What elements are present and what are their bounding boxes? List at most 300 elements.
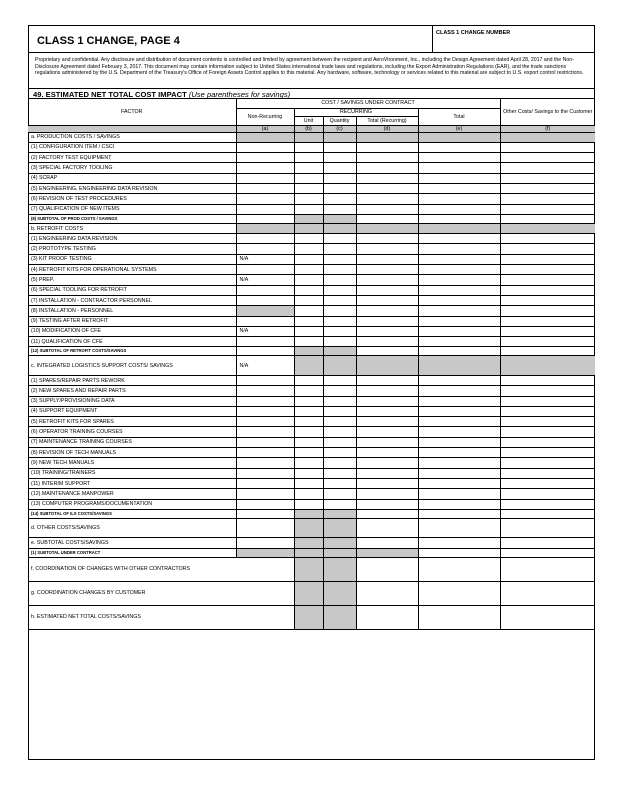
factor-cell [28, 417, 236, 427]
cost-row [28, 458, 595, 468]
value-cell-c[interactable] [323, 275, 356, 285]
value-cell-a[interactable] [236, 337, 294, 347]
value-cell-d[interactable] [356, 489, 418, 499]
value-cell-f[interactable] [500, 386, 595, 396]
value-cell-c[interactable] [323, 153, 356, 163]
value-cell-c[interactable] [323, 427, 356, 437]
value-cell-e[interactable] [418, 173, 500, 183]
value-cell-a[interactable] [236, 244, 294, 254]
factor-label: (1) SUBTOTAL UNDER CONTRACT [31, 549, 101, 555]
value-cell-e[interactable] [418, 499, 500, 509]
value-cell-c[interactable] [323, 295, 356, 305]
value-cell-d[interactable] [356, 386, 418, 396]
value-cell-e[interactable] [418, 244, 500, 254]
value-cell-e[interactable] [418, 234, 500, 244]
value-cell-b[interactable] [294, 386, 323, 396]
value-cell-b[interactable] [294, 417, 323, 427]
value-cell-c[interactable] [323, 214, 356, 223]
value-cell-d[interactable] [356, 132, 418, 142]
value-cell-a[interactable] [236, 132, 294, 142]
value-cell-a[interactable] [236, 458, 294, 468]
value-cell-e[interactable] [418, 153, 500, 163]
value-cell-f[interactable] [500, 548, 595, 557]
value-cell-c[interactable] [323, 386, 356, 396]
value-cell-a[interactable] [236, 204, 294, 214]
value-cell-a[interactable] [236, 499, 294, 509]
value-cell-b[interactable] [294, 347, 323, 356]
column-letter-e: (e) [418, 125, 500, 132]
value-cell-f[interactable] [500, 417, 595, 427]
value-cell-e[interactable] [418, 214, 500, 223]
factor-cell [28, 337, 236, 347]
value-cell-c[interactable] [323, 254, 356, 264]
value-cell-e[interactable] [418, 285, 500, 295]
value-cell-c[interactable] [323, 337, 356, 347]
value-cell-f[interactable] [500, 427, 595, 437]
value-cell-d[interactable] [356, 448, 418, 458]
value-cell-b[interactable] [294, 153, 323, 163]
value-cell-d[interactable] [356, 194, 418, 204]
page-title: CLASS 1 CHANGE, PAGE 4 [37, 35, 180, 47]
factor-cell [28, 489, 236, 499]
value-cell-a[interactable] [236, 142, 294, 152]
value-cell-f[interactable] [500, 396, 595, 406]
value-cell-c[interactable] [323, 234, 356, 244]
value-cell-e[interactable] [418, 581, 500, 605]
value-cell-e[interactable] [418, 518, 500, 538]
value-cell-f[interactable] [500, 509, 595, 518]
factor-label: (8) INSTALLATION - PERSONNEL [31, 307, 114, 314]
value-cell-a[interactable] [236, 356, 294, 376]
value-cell-d[interactable] [356, 295, 418, 305]
value-cell-a[interactable] [236, 448, 294, 458]
value-cell-a[interactable] [236, 173, 294, 183]
value-cell-b[interactable] [294, 375, 323, 385]
value-cell-d[interactable] [356, 204, 418, 214]
value-cell-a[interactable] [236, 437, 294, 447]
value-cell-d[interactable] [356, 347, 418, 356]
value-cell-e[interactable] [418, 337, 500, 347]
value-cell-e[interactable] [418, 356, 500, 376]
value-cell-a[interactable] [236, 538, 294, 548]
value-cell-c[interactable] [323, 396, 356, 406]
value-cell-e[interactable] [418, 468, 500, 478]
value-cell-a[interactable] [236, 375, 294, 385]
value-cell-d[interactable] [356, 478, 418, 488]
value-cell-b[interactable] [294, 427, 323, 437]
value-cell-d[interactable] [356, 306, 418, 316]
value-cell-c[interactable] [323, 509, 356, 518]
factor-label: c. INTEGRATED LOGISTICS SUPPORT COSTS/ SAVINGS [31, 362, 173, 369]
cost-row [28, 478, 595, 488]
section-heading [29, 89, 594, 99]
value-cell-a[interactable] [236, 295, 294, 305]
factor-label: (3) SPECIAL FACTORY TOOLING [31, 165, 113, 172]
value-cell-d[interactable] [356, 375, 418, 385]
value-cell-e[interactable] [418, 204, 500, 214]
factor-label: (14) SUBTOTAL OF ILS COSTS/SAVINGS [31, 510, 112, 516]
value-cell-b[interactable] [294, 538, 323, 548]
value-cell-f[interactable] [500, 153, 595, 163]
value-cell-c[interactable] [323, 538, 356, 548]
column-letter-c: (c) [323, 125, 356, 132]
value-cell-f[interactable] [500, 337, 595, 347]
value-cell-a[interactable] [236, 275, 294, 285]
value-cell-e[interactable] [418, 478, 500, 488]
value-cell-b[interactable] [294, 581, 323, 605]
value-cell-f[interactable] [500, 163, 595, 173]
value-cell-d[interactable] [356, 518, 418, 538]
value-cell-e[interactable] [418, 386, 500, 396]
factor-cell [28, 234, 236, 244]
value-cell-a[interactable] [236, 396, 294, 406]
value-cell-e[interactable] [418, 489, 500, 499]
value-cell-b[interactable] [294, 337, 323, 347]
factor-cell [28, 275, 236, 285]
value-cell-b[interactable] [294, 458, 323, 468]
value-cell-c[interactable] [323, 223, 356, 233]
value-cell-d[interactable] [356, 183, 418, 193]
value-cell-c[interactable] [323, 557, 356, 581]
cost-row [28, 316, 595, 326]
value-cell-b[interactable] [294, 478, 323, 488]
value-cell-f[interactable] [500, 285, 595, 295]
value-cell-e[interactable] [418, 326, 500, 336]
value-cell-f[interactable] [500, 437, 595, 447]
value-cell-b[interactable] [294, 437, 323, 447]
value-cell-f[interactable] [500, 557, 595, 581]
value-cell-c[interactable] [323, 417, 356, 427]
value-cell-c[interactable] [323, 173, 356, 183]
total-recurring-header: Total (Recurring) [356, 116, 418, 125]
value-cell-f[interactable] [500, 489, 595, 499]
value-cell-c[interactable] [323, 163, 356, 173]
value-cell-e[interactable] [418, 223, 500, 233]
value-cell-f[interactable] [500, 458, 595, 468]
value-cell-d[interactable] [356, 356, 418, 376]
value-cell-a[interactable] [236, 347, 294, 356]
value-cell-a[interactable] [236, 265, 294, 275]
value-cell-c[interactable] [323, 194, 356, 204]
value-cell-d[interactable] [356, 427, 418, 437]
cost-row [28, 132, 595, 142]
value-cell-a[interactable] [236, 153, 294, 163]
value-cell-e[interactable] [418, 605, 500, 629]
value-cell-b[interactable] [294, 132, 323, 142]
value-cell-c[interactable] [323, 356, 356, 376]
value-cell-c[interactable] [323, 244, 356, 254]
value-cell-d[interactable] [356, 234, 418, 244]
value-cell-c[interactable] [323, 548, 356, 557]
value-cell-c[interactable] [323, 326, 356, 336]
value-cell-b[interactable] [294, 173, 323, 183]
value-cell-b[interactable] [294, 468, 323, 478]
value-cell-f[interactable] [500, 375, 595, 385]
value-cell-a[interactable] [236, 518, 294, 538]
value-cell-c[interactable] [323, 347, 356, 356]
value-cell-e[interactable] [418, 509, 500, 518]
factor-cell [28, 499, 236, 509]
value-cell-c[interactable] [323, 489, 356, 499]
value-cell-b[interactable] [294, 295, 323, 305]
value-cell-f[interactable] [500, 347, 595, 356]
value-cell-d[interactable] [356, 326, 418, 336]
value-cell-b[interactable] [294, 557, 323, 581]
value-cell-f[interactable] [500, 316, 595, 326]
value-cell-c[interactable] [323, 142, 356, 152]
value-cell-f[interactable] [500, 132, 595, 142]
change-number-field[interactable] [432, 26, 594, 52]
value-cell-e[interactable] [418, 406, 500, 416]
value-cell-b[interactable] [294, 356, 323, 376]
value-cell-f[interactable] [500, 468, 595, 478]
value-cell-c[interactable] [323, 285, 356, 295]
value-cell-c[interactable] [323, 605, 356, 629]
value-cell-a[interactable] [236, 386, 294, 396]
factor-cell [28, 285, 236, 295]
value-cell-c[interactable] [323, 204, 356, 214]
value-cell-c[interactable] [323, 183, 356, 193]
factor-cell [28, 347, 236, 356]
value-cell-c[interactable] [323, 458, 356, 468]
value-cell-b[interactable] [294, 163, 323, 173]
value-cell-c[interactable] [323, 499, 356, 509]
value-cell-e[interactable] [418, 316, 500, 326]
value-cell-d[interactable] [356, 406, 418, 416]
value-cell-a[interactable] [236, 316, 294, 326]
value-cell-f[interactable] [500, 204, 595, 214]
value-cell-f[interactable] [500, 234, 595, 244]
value-cell-a[interactable] [236, 489, 294, 499]
value-cell-d[interactable] [356, 458, 418, 468]
value-cell-c[interactable] [323, 375, 356, 385]
value-cell-b[interactable] [294, 204, 323, 214]
value-cell-e[interactable] [418, 538, 500, 548]
value-cell-f[interactable] [500, 173, 595, 183]
cost-row [28, 194, 595, 204]
value-cell-e[interactable] [418, 347, 500, 356]
value-cell-e[interactable] [418, 194, 500, 204]
value-cell-d[interactable] [356, 163, 418, 173]
value-cell-b[interactable] [294, 605, 323, 629]
value-cell-f[interactable] [500, 518, 595, 538]
value-cell-c[interactable] [323, 581, 356, 605]
value-cell-d[interactable] [356, 538, 418, 548]
value-cell-b[interactable] [294, 518, 323, 538]
value-cell-f[interactable] [500, 605, 595, 629]
factor-label: (4) RETROFIT KITS FOR OPERATIONAL SYSTEMS [31, 266, 157, 273]
value-cell-a[interactable] [236, 194, 294, 204]
factor-label: (11) INTERIM SUPPORT [31, 480, 91, 487]
value-cell-e[interactable] [418, 437, 500, 447]
value-cell-a[interactable] [236, 548, 294, 557]
value-cell-e[interactable] [418, 265, 500, 275]
value-cell-d[interactable] [356, 265, 418, 275]
value-cell-f[interactable] [500, 265, 595, 275]
value-cell-b[interactable] [294, 396, 323, 406]
value-cell-a[interactable] [236, 468, 294, 478]
value-cell-b[interactable] [294, 326, 323, 336]
value-cell-f[interactable] [500, 499, 595, 509]
cost-row [28, 468, 595, 478]
value-cell-d[interactable] [356, 173, 418, 183]
value-cell-e[interactable] [418, 163, 500, 173]
value-cell-f[interactable] [500, 326, 595, 336]
cost-row [28, 142, 595, 152]
value-cell-b[interactable] [294, 406, 323, 416]
value-cell-d[interactable] [356, 275, 418, 285]
value-cell-e[interactable] [418, 458, 500, 468]
value-cell-d[interactable] [356, 417, 418, 427]
value-cell-d[interactable] [356, 437, 418, 447]
value-cell-c[interactable] [323, 468, 356, 478]
value-cell-b[interactable] [294, 285, 323, 295]
value-cell-b[interactable] [294, 244, 323, 254]
cost-row [28, 406, 595, 416]
value-cell-b[interactable] [294, 509, 323, 518]
value-cell-d[interactable] [356, 581, 418, 605]
value-cell-b[interactable] [294, 499, 323, 509]
value-cell-d[interactable] [356, 337, 418, 347]
value-cell-e[interactable] [418, 427, 500, 437]
factor-label: (1) ENGINEERING DATA REVISION [31, 235, 118, 242]
value-cell-f[interactable] [500, 478, 595, 488]
value-cell-c[interactable] [323, 265, 356, 275]
value-cell-b[interactable] [294, 306, 323, 316]
value-cell-f[interactable] [500, 183, 595, 193]
factor-label: (12) SUBTOTAL OF RETROFIT COSTS/SAVINGS [31, 348, 127, 354]
factor-cell [28, 153, 236, 163]
factor-label: (10) MODIFICATION OF CFE [31, 328, 101, 335]
value-cell-a[interactable] [236, 254, 294, 264]
value-cell-d[interactable] [356, 244, 418, 254]
value-cell-f[interactable] [500, 306, 595, 316]
value-cell-c[interactable] [323, 306, 356, 316]
value-cell-f[interactable] [500, 275, 595, 285]
factor-cell [28, 605, 294, 629]
value-cell-f[interactable] [500, 142, 595, 152]
value-cell-b[interactable] [294, 265, 323, 275]
value-cell-a[interactable] [236, 478, 294, 488]
value-cell-b[interactable] [294, 223, 323, 233]
value-cell-a[interactable] [236, 285, 294, 295]
value-cell-a[interactable] [236, 163, 294, 173]
value-cell-b[interactable] [294, 142, 323, 152]
value-cell-a[interactable] [236, 427, 294, 437]
value-cell-f[interactable] [500, 406, 595, 416]
value-cell-a[interactable] [236, 326, 294, 336]
value-cell-b[interactable] [294, 489, 323, 499]
cost-row [28, 581, 595, 605]
value-cell-f[interactable] [500, 538, 595, 548]
value-cell-d[interactable] [356, 548, 418, 557]
value-cell-f[interactable] [500, 295, 595, 305]
value-cell-e[interactable] [418, 183, 500, 193]
value-cell-f[interactable] [500, 244, 595, 254]
value-cell-f[interactable] [500, 214, 595, 223]
value-cell-b[interactable] [294, 448, 323, 458]
value-cell-a[interactable] [236, 306, 294, 316]
value-cell-f[interactable] [500, 223, 595, 233]
value-cell-b[interactable] [294, 194, 323, 204]
value-cell-b[interactable] [294, 275, 323, 285]
value-cell-a[interactable] [236, 183, 294, 193]
value-cell-d[interactable] [356, 223, 418, 233]
value-cell-a[interactable] [236, 234, 294, 244]
value-cell-e[interactable] [418, 295, 500, 305]
value-cell-c[interactable] [323, 478, 356, 488]
value-cell-c[interactable] [323, 316, 356, 326]
value-cell-e[interactable] [418, 417, 500, 427]
factor-cell [28, 356, 236, 376]
value-cell-a[interactable] [236, 406, 294, 416]
value-cell-c[interactable] [323, 518, 356, 538]
value-cell-e[interactable] [418, 548, 500, 557]
value-cell-c[interactable] [323, 448, 356, 458]
non-recurring-header: Non-Recurring [236, 108, 294, 125]
value-cell-d[interactable] [356, 499, 418, 509]
value-cell-d[interactable] [356, 142, 418, 152]
value-cell-a[interactable] [236, 214, 294, 223]
total-header: Total [418, 108, 500, 125]
value-cell-e[interactable] [418, 254, 500, 264]
value-cell-f[interactable] [500, 581, 595, 605]
value-cell-d[interactable] [356, 605, 418, 629]
factor-label: (7) MAINTENANCE TRAINING COURSES [31, 439, 132, 446]
value-cell-d[interactable] [356, 214, 418, 223]
value-cell-b[interactable] [294, 316, 323, 326]
value-cell-f[interactable] [500, 356, 595, 376]
value-cell-f[interactable] [500, 254, 595, 264]
value-cell-e[interactable] [418, 396, 500, 406]
value-cell-d[interactable] [356, 468, 418, 478]
value-cell-b[interactable] [294, 254, 323, 264]
value-cell-f[interactable] [500, 448, 595, 458]
cost-row [28, 396, 595, 406]
value-cell-a[interactable] [236, 223, 294, 233]
value-cell-e[interactable] [418, 275, 500, 285]
value-cell-a[interactable] [236, 509, 294, 518]
value-cell-e[interactable] [418, 306, 500, 316]
value-cell-e[interactable] [418, 557, 500, 581]
value-cell-d[interactable] [356, 509, 418, 518]
value-cell-b[interactable] [294, 183, 323, 193]
value-cell-b[interactable] [294, 548, 323, 557]
value-cell-e[interactable] [418, 142, 500, 152]
value-cell-d[interactable] [356, 285, 418, 295]
value-cell-b[interactable] [294, 234, 323, 244]
factor-label: (13) COMPUTER PROGRAMS/DOCUMENTATION [31, 501, 153, 508]
value-cell-f[interactable] [500, 194, 595, 204]
value-cell-a[interactable] [236, 417, 294, 427]
factor-label: (5) ENGINEERING, ENGINEERING DATA REVISION [31, 185, 158, 192]
value-cell-d[interactable] [356, 396, 418, 406]
value-cell-e[interactable] [418, 132, 500, 142]
value-cell-c[interactable] [323, 406, 356, 416]
value-cell-d[interactable] [356, 254, 418, 264]
cost-row [28, 295, 595, 305]
cost-row [28, 275, 595, 285]
value-cell-b[interactable] [294, 214, 323, 223]
factor-cell [28, 427, 236, 437]
value-cell-d[interactable] [356, 153, 418, 163]
value-cell-e[interactable] [418, 448, 500, 458]
value-cell-c[interactable] [323, 437, 356, 447]
value-cell-c[interactable] [323, 132, 356, 142]
value-cell-d[interactable] [356, 316, 418, 326]
value-cell-d[interactable] [356, 557, 418, 581]
value-cell-e[interactable] [418, 375, 500, 385]
